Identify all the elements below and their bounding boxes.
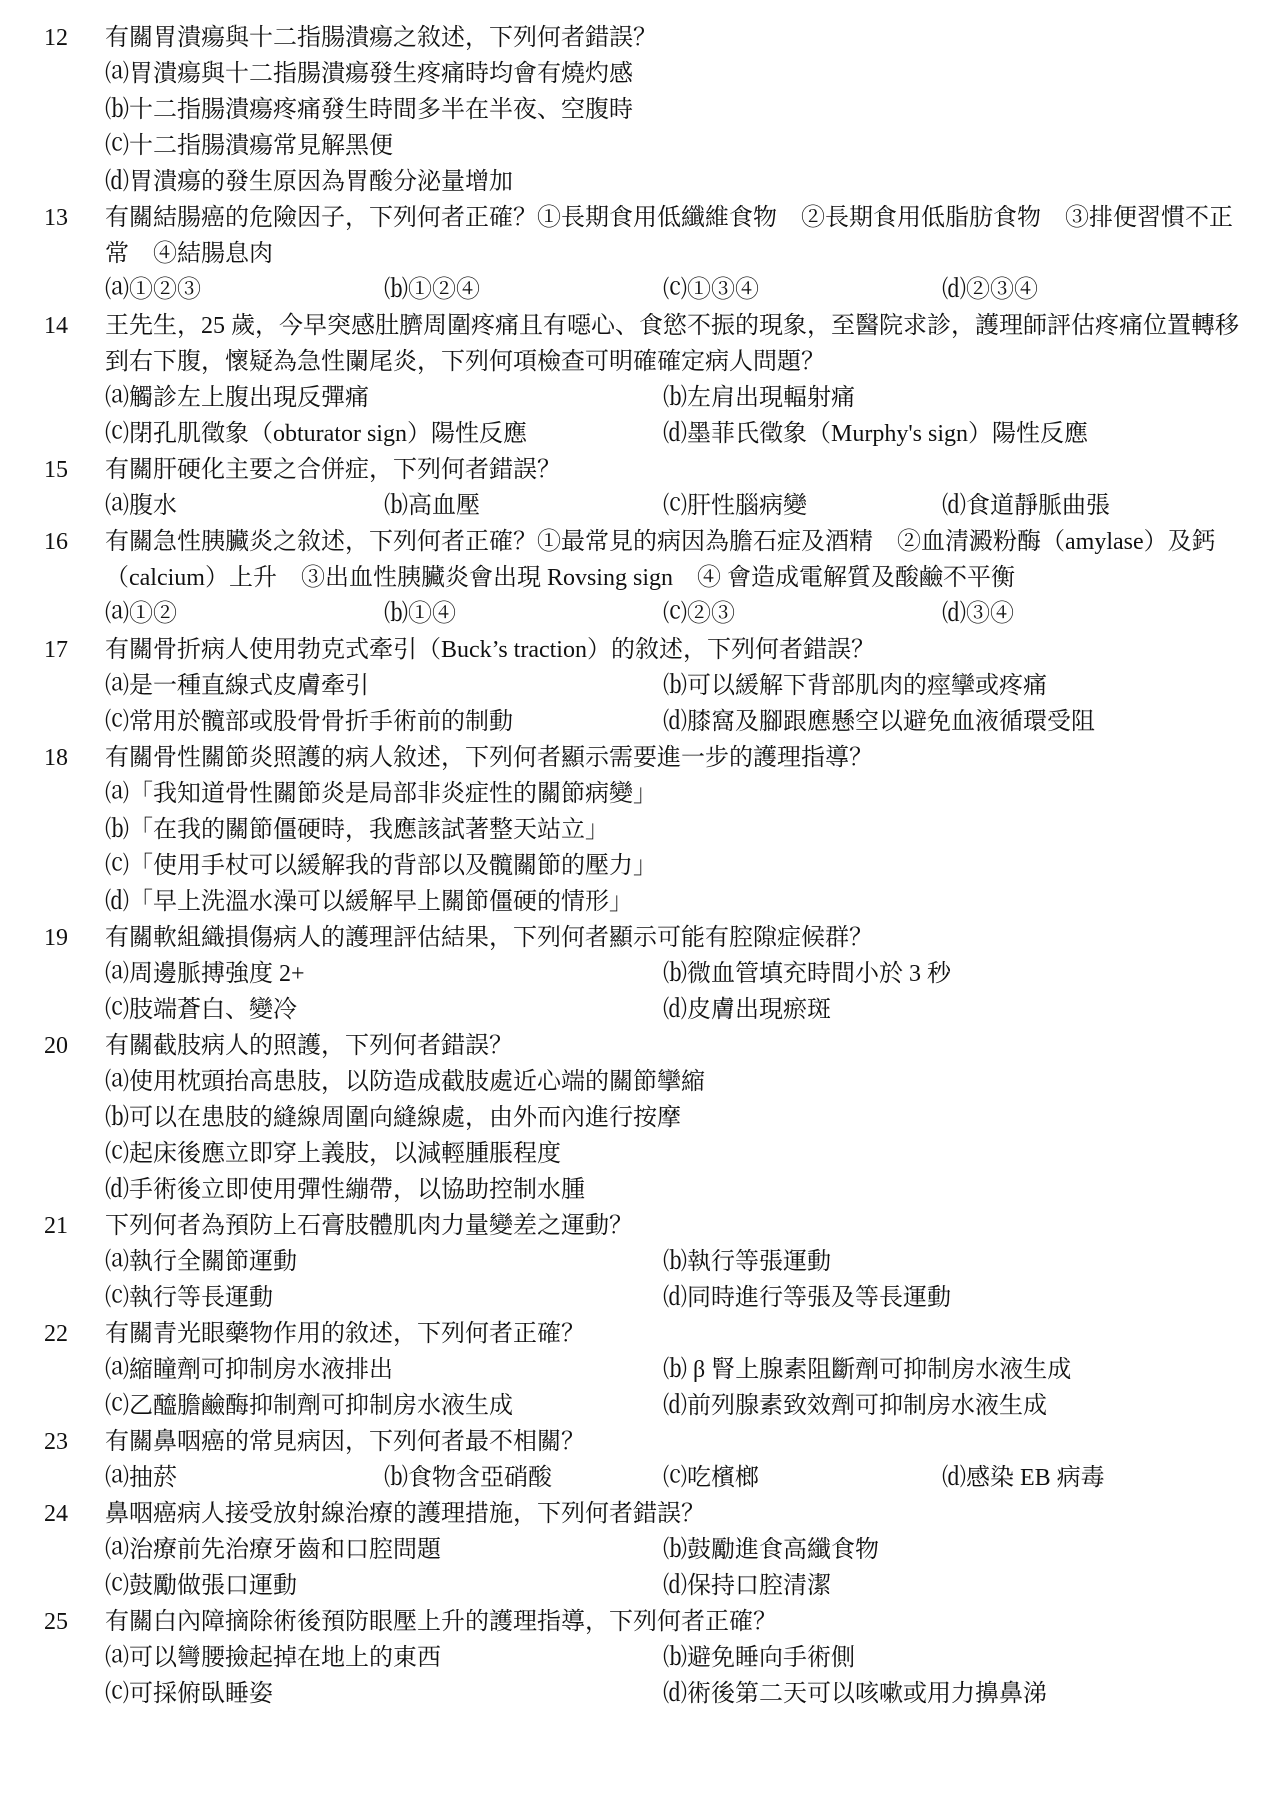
answer-option-c: ⒞常用於髖部或股骨骨折手術前的制動 <box>105 709 513 735</box>
answer-options <box>105 488 1240 524</box>
answer-option-d: ⒟前列腺素致效劑可抑制房水液生成 <box>663 1393 1047 1419</box>
answer-options <box>105 56 1240 200</box>
question-stem: 有關胃潰瘍與十二指腸潰瘍之敘述，下列何者錯誤？ <box>105 25 657 51</box>
question-17 <box>40 632 1240 740</box>
question-24 <box>40 1496 1240 1604</box>
question-22 <box>40 1316 1240 1424</box>
question-stem: 有關鼻咽癌的常見病因，下列何者最不相關？ <box>105 1429 585 1455</box>
question-25 <box>40 1604 1240 1712</box>
answer-option-b: ⒝鼓勵進食高纖食物 <box>663 1537 879 1563</box>
answer-option-c: ⒞十二指腸潰瘍常見解黑便 <box>105 133 393 159</box>
question-number: 15 <box>44 457 68 483</box>
answer-option-d: ⒟胃潰瘍的發生原因為胃酸分泌量增加 <box>105 169 513 195</box>
answer-option-b: ⒝左肩出現輻射痛 <box>663 385 855 411</box>
exam-sheet <box>40 20 1240 1712</box>
question-body <box>105 452 1240 524</box>
question-stem: 有關骨性關節炎照護的病人敘述，下列何者顯示需要進一步的護理指導？ <box>105 745 873 771</box>
answer-options <box>105 668 1240 740</box>
answer-option-d: ⒟「早上洗溫水澡可以緩解早上關節僵硬的情形」 <box>105 889 633 915</box>
question-body <box>105 1028 1240 1208</box>
question-number: 14 <box>44 313 68 339</box>
question-stem: 鼻咽癌病人接受放射線治療的護理措施，下列何者錯誤？ <box>105 1501 705 1527</box>
question-number: 21 <box>44 1213 68 1239</box>
answer-option-a: ⒜胃潰瘍與十二指腸潰瘍發生疼痛時均會有燒灼感 <box>105 61 633 87</box>
question-23 <box>40 1424 1240 1496</box>
question-stem: 有關青光眼藥物作用的敘述，下列何者正確？ <box>105 1321 585 1347</box>
question-stem: 王先生，25 歲，今早突感肚臍周圍疼痛且有噁心、食慾不振的現象，至醫院求診，護理師評估疼痛位置轉移到右下腹，懷疑為急性闌尾炎，下列何項檢查可明確確定病人問題？ <box>105 313 1239 375</box>
answer-option-b: ⒝避免睡向手術側 <box>663 1645 855 1671</box>
question-stem: 有關急性胰臟炎之敘述，下列何者正確？①最常見的病因為膽石症及酒精 ②血清澱粉酶（amylase）及鈣（calcium）上升 ③出血性胰臟炎會出現 Rovsing sign ④ 會造成電解質及酸鹼不平衡 <box>105 529 1216 591</box>
answer-option-b: ⒝「在我的關節僵硬時，我應該試著整天站立」 <box>105 817 609 843</box>
answer-option-d: ⒟保持口腔清潔 <box>663 1573 831 1599</box>
answer-option-a: ⒜周邊脈搏強度 2+ <box>105 961 305 987</box>
answer-option-b: ⒝十二指腸潰瘍疼痛發生時間多半在半夜、空腹時 <box>105 97 633 123</box>
answer-options <box>105 1064 1240 1208</box>
question-stem: 有關結腸癌的危險因子，下列何者正確？①長期食用低纖維食物 ②長期食用低脂肪食物 ③排便習慣不正常 ④結腸息肉 <box>105 205 1233 267</box>
question-body <box>105 524 1240 632</box>
question-number: 20 <box>44 1033 68 1059</box>
question-number: 12 <box>44 25 68 51</box>
question-18 <box>40 740 1240 920</box>
answer-option-a: ⒜是一種直線式皮膚牽引 <box>105 673 369 699</box>
answer-option-b: ⒝執行等張運動 <box>663 1249 831 1275</box>
answer-option-c: ⒞乙醯膽鹼酶抑制劑可抑制房水液生成 <box>105 1393 513 1419</box>
question-number: 17 <box>44 637 68 663</box>
question-15 <box>40 452 1240 524</box>
question-body <box>105 20 1240 200</box>
answer-option-c: ⒞②③ <box>663 601 735 627</box>
answer-option-b: ⒝①②④ <box>384 277 480 303</box>
answer-options <box>105 776 1240 920</box>
answer-option-d: ⒟②③④ <box>942 277 1038 303</box>
answer-option-d: ⒟墨菲氏徵象（Murphy's sign）陽性反應 <box>663 421 1089 447</box>
question-stem: 有關軟組織損傷病人的護理評估結果，下列何者顯示可能有腔隙症候群？ <box>105 925 873 951</box>
question-stem: 有關截肢病人的照護，下列何者錯誤？ <box>105 1033 513 1059</box>
question-number: 23 <box>44 1429 68 1455</box>
answer-options <box>105 956 1240 1028</box>
answer-option-a: ⒜執行全關節運動 <box>105 1249 297 1275</box>
answer-options <box>105 1532 1240 1604</box>
answer-option-c: ⒞鼓勵做張口運動 <box>105 1573 297 1599</box>
answer-option-b: ⒝可以在患肢的縫線周圍向縫線處，由外而內進行按摩 <box>105 1105 681 1131</box>
question-20 <box>40 1028 1240 1208</box>
answer-option-c: ⒞執行等長運動 <box>105 1285 273 1311</box>
answer-option-b: ⒝食物含亞硝酸 <box>384 1465 552 1491</box>
answer-option-a: ⒜腹水 <box>105 493 177 519</box>
question-number: 19 <box>44 925 68 951</box>
answer-option-a: ⒜①②③ <box>105 277 201 303</box>
question-body <box>105 1316 1240 1424</box>
answer-options <box>105 1640 1240 1712</box>
answer-option-d: ⒟術後第二天可以咳嗽或用力擤鼻涕 <box>663 1681 1047 1707</box>
question-body <box>105 200 1240 308</box>
answer-option-d: ⒟食道靜脈曲張 <box>942 493 1110 519</box>
question-stem: 有關肝硬化主要之合併症，下列何者錯誤？ <box>105 457 561 483</box>
answer-option-d: ⒟膝窩及腳跟應懸空以避免血液循環受阻 <box>663 709 1095 735</box>
answer-option-a: ⒜①② <box>105 601 177 627</box>
answer-option-a: ⒜治療前先治療牙齒和口腔問題 <box>105 1537 441 1563</box>
question-13 <box>40 200 1240 308</box>
question-21 <box>40 1208 1240 1316</box>
answer-option-d: ⒟同時進行等張及等長運動 <box>663 1285 951 1311</box>
question-number: 25 <box>44 1609 68 1635</box>
answer-option-c: ⒞閉孔肌徵象（obturator sign）陽性反應 <box>105 421 527 447</box>
answer-option-c: ⒞起床後應立即穿上義肢，以減輕腫脹程度 <box>105 1141 561 1167</box>
answer-option-c: ⒞①③④ <box>663 277 759 303</box>
question-number: 16 <box>44 529 68 555</box>
question-body <box>105 740 1240 920</box>
answer-option-a: ⒜使用枕頭抬高患肢，以防造成截肢處近心端的關節攣縮 <box>105 1069 705 1095</box>
question-body <box>105 1496 1240 1604</box>
answer-option-a: ⒜抽菸 <box>105 1465 177 1491</box>
question-number: 18 <box>44 745 68 771</box>
question-number: 13 <box>44 205 68 231</box>
answer-option-a: ⒜縮瞳劑可抑制房水液排出 <box>105 1357 393 1383</box>
answer-option-b: ⒝高血壓 <box>384 493 480 519</box>
answer-option-d: ⒟皮膚出現瘀斑 <box>663 997 831 1023</box>
answer-option-c: ⒞吃檳榔 <box>663 1465 759 1491</box>
answer-option-a: ⒜觸診左上腹出現反彈痛 <box>105 385 369 411</box>
question-body <box>105 1604 1240 1712</box>
question-stem: 有關白內障摘除術後預防眼壓上升的護理指導，下列何者正確？ <box>105 1609 777 1635</box>
question-19 <box>40 920 1240 1028</box>
question-body <box>105 308 1240 452</box>
answer-option-d: ⒟感染 EB 病毒 <box>942 1465 1105 1491</box>
answer-option-a: ⒜「我知道骨性關節炎是局部非炎症性的關節病變」 <box>105 781 657 807</box>
answer-option-c: ⒞肝性腦病變 <box>663 493 807 519</box>
question-number: 22 <box>44 1321 68 1347</box>
question-16 <box>40 524 1240 632</box>
question-body <box>105 1424 1240 1496</box>
question-12 <box>40 20 1240 200</box>
answer-options <box>105 380 1240 452</box>
answer-option-b: ⒝微血管填充時間小於 3 秒 <box>663 961 951 987</box>
question-body <box>105 632 1240 740</box>
question-body <box>105 1208 1240 1316</box>
answer-option-c: ⒞「使用手杖可以緩解我的背部以及髖關節的壓力」 <box>105 853 657 879</box>
answer-option-a: ⒜可以彎腰撿起掉在地上的東西 <box>105 1645 441 1671</box>
answer-option-d: ⒟手術後立即使用彈性繃帶，以協助控制水腫 <box>105 1177 585 1203</box>
question-body <box>105 920 1240 1028</box>
question-number: 24 <box>44 1501 68 1527</box>
answer-option-b: ⒝可以緩解下背部肌肉的痙攣或疼痛 <box>663 673 1047 699</box>
answer-options <box>105 272 1240 308</box>
answer-option-d: ⒟③④ <box>942 601 1014 627</box>
question-14 <box>40 308 1240 452</box>
question-stem: 有關骨折病人使用勃克式牽引（Buck’s traction）的敘述，下列何者錯誤？ <box>105 637 875 663</box>
answer-options <box>105 596 1240 632</box>
answer-options <box>105 1244 1240 1316</box>
answer-option-c: ⒞肢端蒼白、變冷 <box>105 997 297 1023</box>
answer-options <box>105 1460 1240 1496</box>
question-stem: 下列何者為預防上石膏肢體肌肉力量變差之運動？ <box>105 1213 633 1239</box>
answer-options <box>105 1352 1240 1424</box>
answer-option-b: ⒝ β 腎上腺素阻斷劑可抑制房水液生成 <box>663 1357 1072 1383</box>
answer-option-b: ⒝①④ <box>384 601 456 627</box>
answer-option-c: ⒞可採俯臥睡姿 <box>105 1681 273 1707</box>
